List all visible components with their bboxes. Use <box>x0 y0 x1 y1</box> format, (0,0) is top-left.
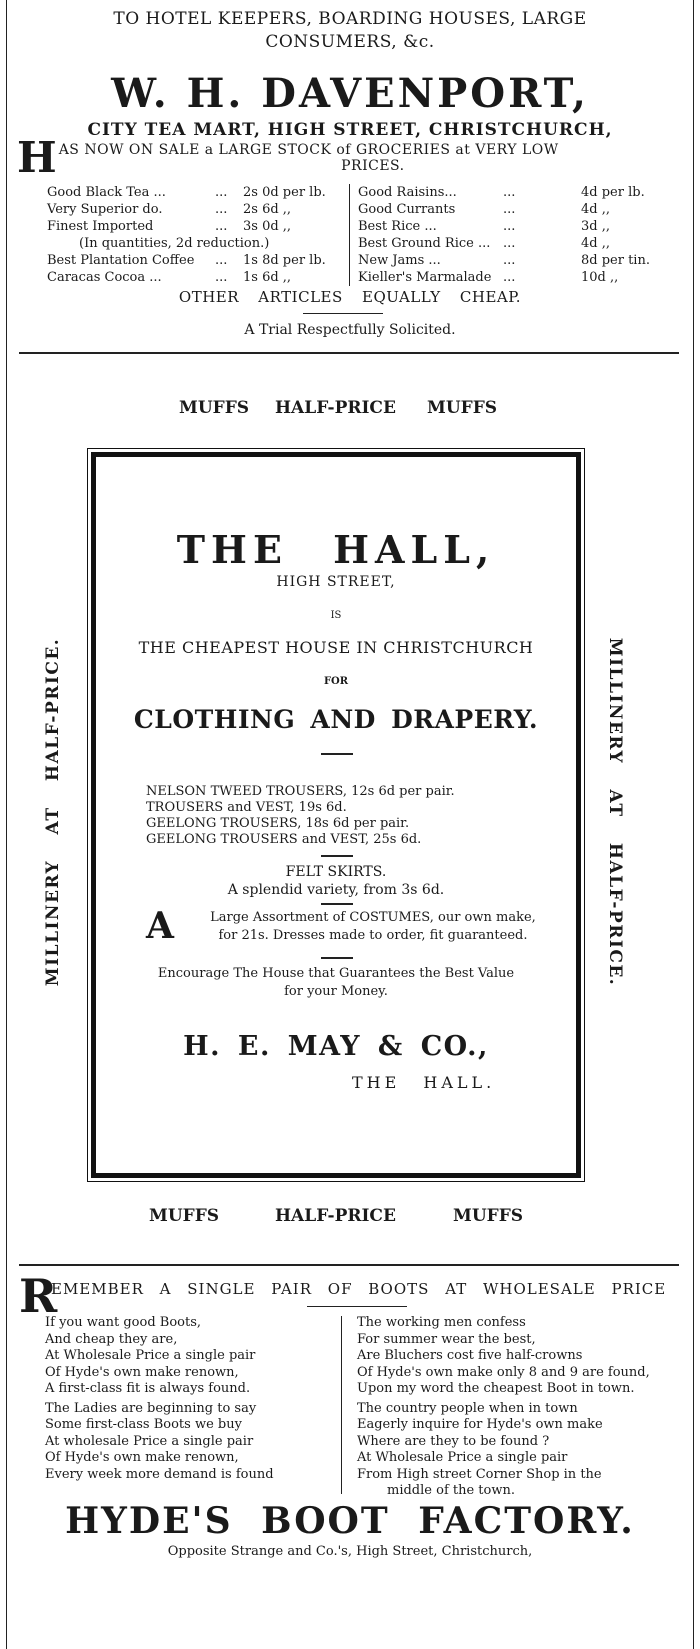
price-item: (In quantities, 2d reduction.) <box>79 236 270 251</box>
trousers-item: GEELONG TROUSERS, 18s 6d per pair. <box>146 816 410 831</box>
side-banner-right: MILLINERY AT HALF-PRICE. <box>605 637 625 987</box>
poem-line: At wholesale Price a single pair <box>45 1433 254 1449</box>
encourage-notice <box>96 965 576 1001</box>
poem-line: middle of the town. <box>387 1483 515 1498</box>
poem-line: From High street Corner Shop in the <box>357 1466 602 1482</box>
davenport-address: CITY TEA MART, HIGH STREET, CHRISTCHURCH, <box>87 120 613 140</box>
price-row <box>358 252 678 269</box>
hyde-dropcap: R <box>19 1269 58 1323</box>
poem-line: Every week more demand is found <box>45 1466 274 1482</box>
poem-line: For summer wear the best, <box>357 1331 536 1347</box>
price-row <box>47 201 337 218</box>
hyde-headline-text: EMEMBER A SINGLE PAIR OF BOOTS AT WHOLESALE PRICE <box>51 1280 667 1298</box>
price-row <box>47 184 337 201</box>
price-leader: ... <box>215 202 228 217</box>
price-row <box>47 252 337 269</box>
muffs-banner-top <box>7 398 693 420</box>
divider <box>321 957 353 959</box>
other-articles: OTHER ARTICLES EQUALLY CHEAP. <box>178 288 522 306</box>
divider <box>303 313 383 314</box>
muffs-banner-bottom <box>7 1206 693 1228</box>
newspaper-page <box>6 0 694 1649</box>
hall-cheapest: THE CHEAPEST HOUSE IN CHRISTCHURCH <box>138 638 534 657</box>
price-row <box>358 218 678 235</box>
poem-line: The Ladies are beginning to say <box>45 1400 257 1416</box>
poem-stanza <box>45 1315 335 1398</box>
hall-street: HIGH STREET, <box>276 574 396 590</box>
trousers-item: TROUSERS and VEST, 19s 6d. <box>146 800 347 815</box>
price-leader: ... <box>215 270 228 285</box>
price-item: Good Currants <box>358 202 456 217</box>
poem-line: At Wholesale Price a single pair <box>357 1450 568 1465</box>
hall-advert-box <box>91 452 581 1178</box>
davenport-notice <box>17 133 687 182</box>
price-row <box>358 235 678 252</box>
price-leader: ... <box>503 253 516 268</box>
poem-line: And cheap they are, <box>45 1331 178 1347</box>
side-banner-left: MILLINERY AT HALF-PRICE. <box>43 637 63 987</box>
column-divider <box>341 1316 342 1494</box>
poem-line: Of Hyde's own make only 8 and 9 are found, <box>357 1364 650 1380</box>
divider <box>321 855 353 857</box>
price-value: 3d ,, <box>581 219 610 234</box>
price-leader: ... <box>503 236 516 251</box>
davenport-name: W. H. DAVENPORT, <box>111 70 589 117</box>
divider <box>321 903 353 905</box>
poem-left-column <box>45 1315 335 1486</box>
encourage-line-2: for your Money. <box>284 984 388 999</box>
price-item: Finest Imported <box>47 219 154 234</box>
poem-line: Are Bluchers cost five half-crowns <box>357 1348 583 1363</box>
felt-skirts <box>96 863 576 899</box>
price-row <box>358 184 678 201</box>
price-value: 1s 8d per lb. <box>243 253 326 268</box>
hyde-address: Opposite Strange and Co.'s, High Street, Christchurch, <box>167 1544 533 1559</box>
price-row <box>47 269 337 286</box>
price-value: 2s 0d per lb. <box>243 185 326 200</box>
divider <box>307 1306 407 1307</box>
price-item: Good Raisins... <box>358 185 457 200</box>
price-leader: ... <box>503 219 516 234</box>
price-row <box>47 235 337 252</box>
poem-line: Of Hyde's own make renown, <box>45 1364 239 1380</box>
price-item: Best Ground Rice ... <box>358 236 491 251</box>
poem-line: A first-class fit is always found. <box>45 1381 251 1396</box>
price-item: Very Superior do. <box>47 202 163 217</box>
price-item: Best Plantation Coffee <box>47 253 195 268</box>
hall-signature: THE HALL. <box>352 1073 496 1092</box>
costumes-line-1: Large Assortment of COSTUMES, our own make, <box>210 910 536 925</box>
muffs-label: MUFFS <box>453 1206 524 1226</box>
poem-line: At Wholesale Price a single pair <box>45 1348 256 1363</box>
price-list-right <box>349 184 678 286</box>
price-value: 4d per lb. <box>581 185 645 200</box>
price-row <box>358 201 678 218</box>
hall-proprietor: H. E. MAY & CO., <box>183 1031 489 1062</box>
costumes-dropcap: A <box>146 905 174 947</box>
poem-line: Of Hyde's own make renown, <box>45 1450 239 1465</box>
price-item: Best Rice ... <box>358 219 437 234</box>
price-value: 2s 6d ,, <box>243 202 292 217</box>
poem-line: The working men confess <box>357 1315 526 1330</box>
trousers-item: GEELONG TROUSERS and VEST, 25s 6d. <box>146 832 422 847</box>
felt-title: FELT SKIRTS. <box>285 864 387 880</box>
hall-is: IS <box>330 610 342 621</box>
price-leader: ... <box>215 219 228 234</box>
poem-stanza <box>45 1401 335 1484</box>
muffs-label: MUFFS <box>179 398 250 418</box>
half-price-label: HALF-PRICE <box>275 1206 396 1226</box>
poem-line: If you want good Boots, <box>45 1315 202 1330</box>
price-row <box>358 269 678 286</box>
poem-line: Some first-class Boots we buy <box>45 1417 242 1432</box>
poem-line: Eagerly inquire for Hyde's own make <box>357 1417 603 1432</box>
price-item: Caracas Cocoa ... <box>47 270 162 285</box>
trial-solicited: A Trial Respectfully Solicited. <box>244 322 456 338</box>
price-leader: ... <box>503 270 516 285</box>
davenport-headline: TO HOTEL KEEPERS, BOARDING HOUSES, LARGE CONSUMERS, &c. <box>113 9 587 52</box>
felt-desc: A splendid variety, from 3s 6d. <box>227 882 445 898</box>
price-value: 4d ,, <box>581 236 610 251</box>
price-leader: ... <box>215 253 228 268</box>
poem-line: The country people when in town <box>357 1400 578 1416</box>
section-divider <box>19 1264 679 1266</box>
hall-clothing: CLOTHING AND DRAPERY. <box>133 705 539 734</box>
poem-stanza <box>357 1401 687 1500</box>
price-value: 8d per tin. <box>581 253 650 268</box>
hall-for: FOR <box>323 676 349 687</box>
poem-line: Upon my word the cheapest Boot in town. <box>357 1381 635 1396</box>
price-value: 10d ,, <box>581 270 619 285</box>
notice-line-1: AS NOW ON SALE a LARGE STOCK of GROCERIES at VERY LOW <box>58 142 559 158</box>
costumes-line-2: for 21s. Dresses made to order, fit guaranteed. <box>218 928 528 943</box>
notice-dropcap: H <box>17 133 57 182</box>
muffs-label: MUFFS <box>149 1206 220 1226</box>
divider <box>321 753 353 755</box>
hall-title: THE HALL, <box>176 527 496 572</box>
section-divider <box>19 352 679 354</box>
price-list-left <box>47 184 337 286</box>
price-value: 4d ,, <box>581 202 610 217</box>
price-value: 3s 0d ,, <box>243 219 292 234</box>
muffs-label: MUFFS <box>427 398 498 418</box>
hyde-name: HYDE'S BOOT FACTORY. <box>65 1500 635 1542</box>
poem-line: Where are they to be found ? <box>357 1433 550 1449</box>
costumes-notice <box>146 905 566 947</box>
trousers-item: NELSON TWEED TROUSERS, 12s 6d per pair. <box>146 784 455 799</box>
price-leader: ... <box>503 185 516 200</box>
trousers-list <box>146 784 566 848</box>
notice-line-2: PRICES. <box>341 158 405 174</box>
price-value: 1s 6d ,, <box>243 270 292 285</box>
price-leader: ... <box>503 202 516 217</box>
price-item: Kieller's Marmalade <box>358 270 492 285</box>
price-leader: ... <box>215 185 228 200</box>
price-item: New Jams ... <box>358 253 441 268</box>
poem-right-column <box>357 1315 687 1503</box>
price-row <box>47 218 337 235</box>
encourage-line-1: Encourage The House that Guarantees the Best Value <box>157 966 515 981</box>
price-item: Good Black Tea ... <box>47 185 166 200</box>
poem-stanza <box>357 1315 687 1398</box>
half-price-label: HALF-PRICE <box>275 398 396 418</box>
